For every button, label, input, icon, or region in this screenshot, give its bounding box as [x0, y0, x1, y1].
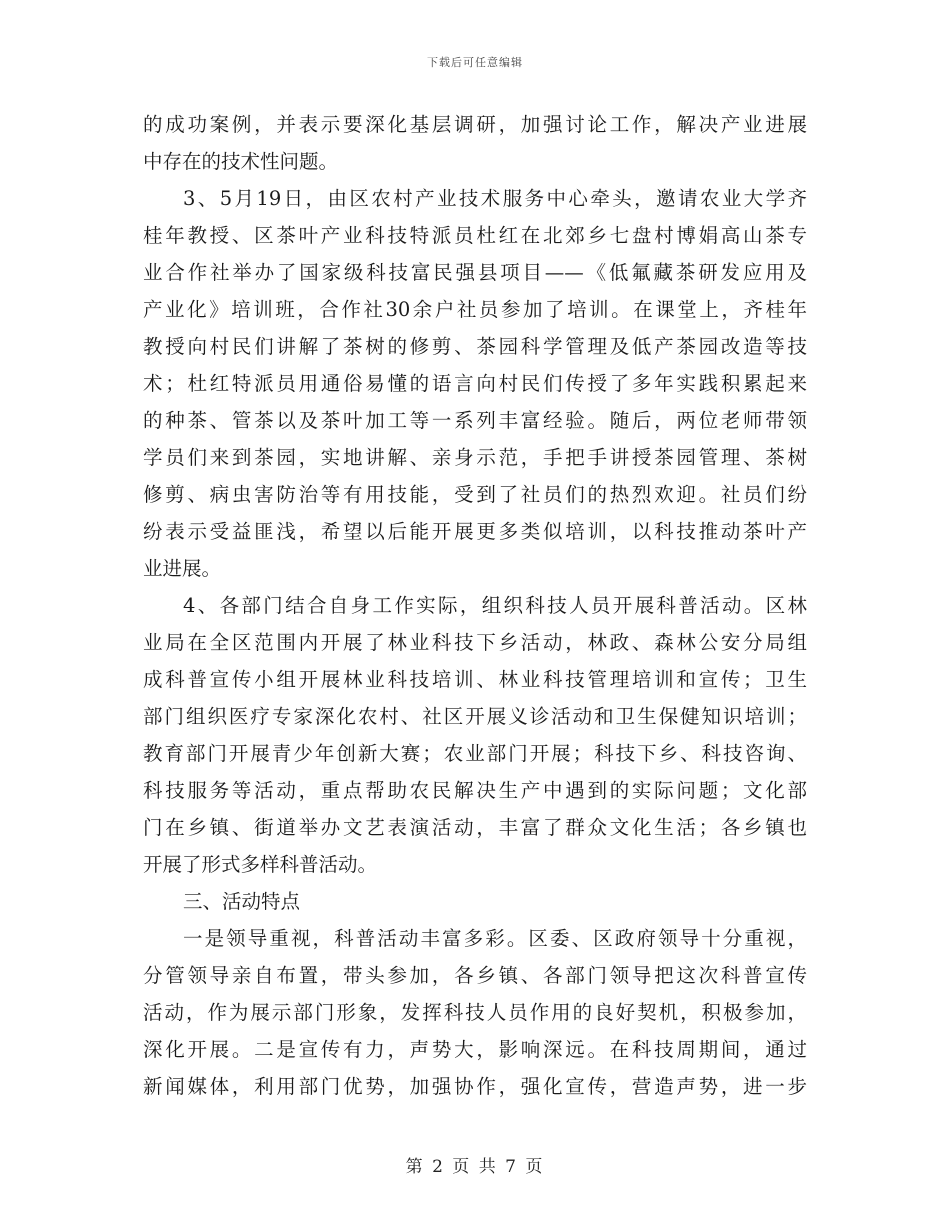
- text-line: 活动，作为展示部门形象，发挥科技人员作用的良好契机，积极参加，: [143, 1001, 807, 1024]
- page-header: 下载后可任意编辑: [427, 56, 523, 69]
- text-line: 开展了形式多样科普活动。: [143, 853, 378, 876]
- text-line: 新闻媒体，利用部门优势，加强协作，强化宣传，营造声势，进一步: [143, 1075, 807, 1098]
- paragraph-start-line: 一是领导重视，科普活动丰富多彩。区委、区政府领导十分重视，: [183, 927, 807, 950]
- text-line: 桂年教授、区茶叶产业科技特派员杜红在北郊乡七盘村博娟高山茶专: [143, 224, 807, 247]
- text-line: 业合作社举办了国家级科技富民强县项目——《低氟藏茶研发应用及: [143, 261, 807, 284]
- text-line: 深化开展。二是宣传有力，声势大，影响深远。在科技周期间，通过: [143, 1038, 807, 1061]
- text-line: 部门组织医疗专家深化农村、社区开展义诊活动和卫生保健知识培训；: [143, 705, 807, 728]
- text-line: 成科普宣传小组开展林业科技培训、林业科技管理培训和宣传；卫生: [143, 668, 807, 691]
- text-line: 分管领导亲自布置，带头参加，各乡镇、各部门领导把这次科普宣传: [143, 964, 807, 987]
- text-line: 业进展。: [143, 557, 222, 580]
- text-line: 教育部门开展青少年创新大赛；农业部门开展；科技下乡、科技咨询、: [143, 742, 807, 765]
- text-line: 业局在全区范围内开展了林业科技下乡活动，林政、森林公安分局组: [143, 631, 807, 654]
- text-line: 产业化》培训班，合作社30余户社员参加了培训。在课堂上，齐桂年: [143, 298, 807, 321]
- text-line: 纷表示受益匪浅，希望以后能开展更多类似培训，以科技推动茶叶产: [143, 520, 807, 543]
- paragraph-start-line: 3、5月19日，由区农村产业技术服务中心牵头，邀请农业大学齐: [183, 187, 807, 210]
- text-line: 学员们来到茶园，实地讲解、亲身示范，手把手讲授茶园管理、茶树: [143, 446, 807, 469]
- text-line: 修剪、病虫害防治等有用技能，受到了社员们的热烈欢迎。社员们纷: [143, 483, 807, 506]
- text-line: 科技服务等活动，重点帮助农民解决生产中遇到的实际问题；文化部: [143, 779, 807, 802]
- document-body: [143, 106, 807, 1105]
- text-line: 的成功案例，并表示要深化基层调研，加强讨论工作，解决产业进展: [143, 113, 807, 136]
- text-line: 中存在的技术性问题。: [143, 150, 339, 173]
- page-number-footer: 第 2 页 共 7 页: [405, 1157, 545, 1177]
- text-line: 教授向村民们讲解了茶树的修剪、茶园科学管理及低产茶园改造等技: [143, 335, 807, 358]
- text-line: 术；杜红特派员用通俗易懂的语言向村民们传授了多年实践积累起来: [143, 372, 807, 395]
- text-line: 的种茶、管茶以及茶叶加工等一系列丰富经验。随后，两位老师带领: [143, 409, 807, 432]
- text-line: 门在乡镇、街道举办文艺表演活动，丰富了群众文化生活；各乡镇也: [143, 816, 807, 839]
- section-heading: 三、活动特点: [183, 890, 301, 913]
- paragraph-start-line: 4、各部门结合自身工作实际，组织科技人员开展科普活动。区林: [183, 594, 807, 617]
